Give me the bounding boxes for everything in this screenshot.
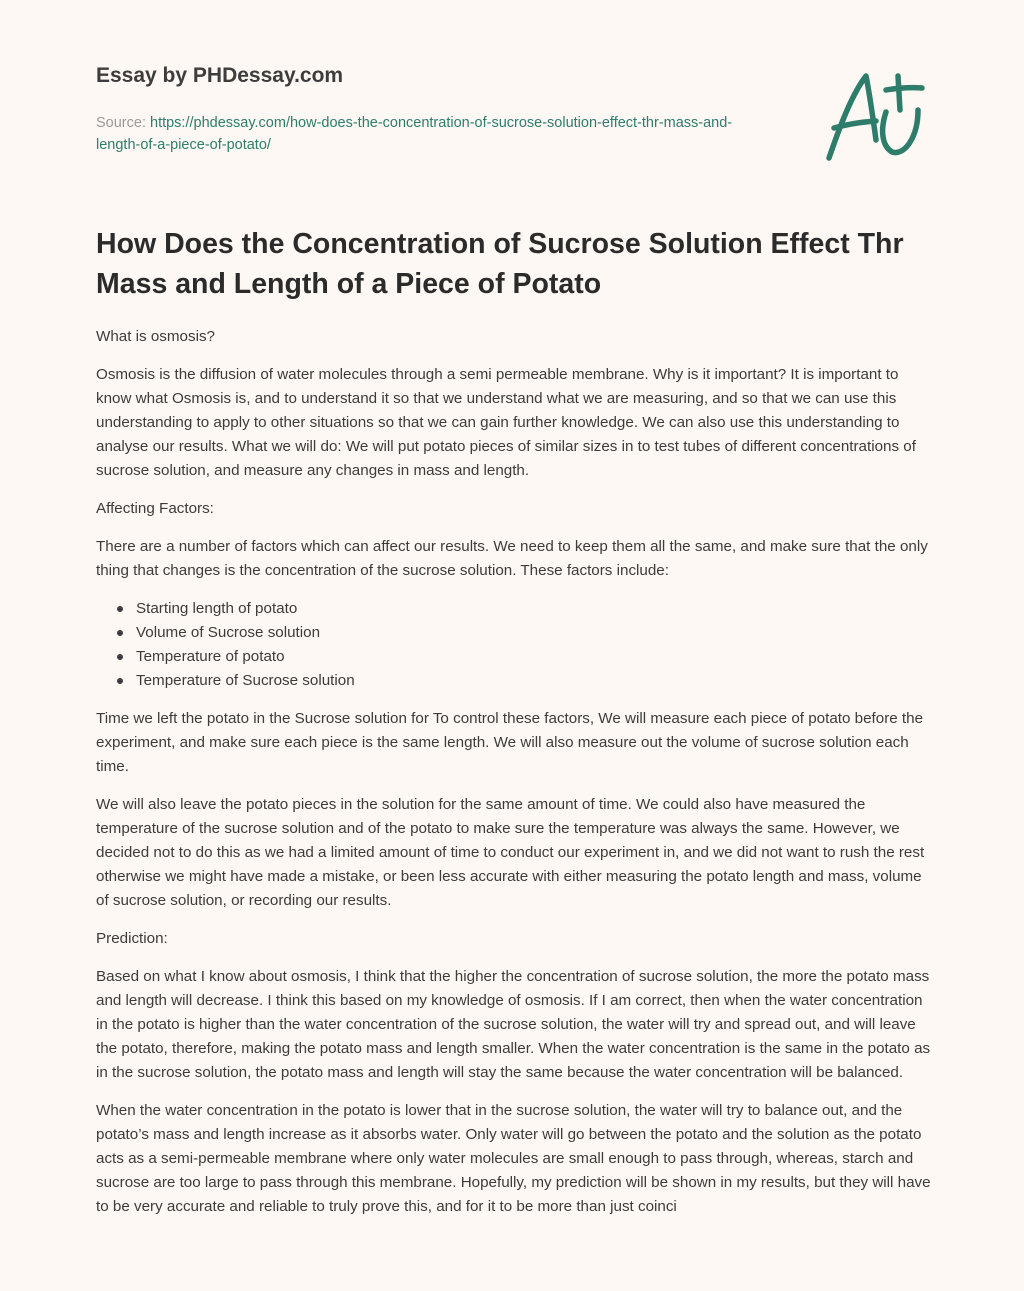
paragraph: We will also leave the potato pieces in the solution for the same amount of time. We could also have measured the temperature of the sucrose solution and of the potato to make sure the temperature was always the same. However, we decided not to do this as we had a limited amount of time to conduct our experiment in, and we did not want to rush the rest otherwise we might have made a mistake, or been less accurate with either measuring the potato length and mass, volume of sucrose solution, or recording our results.	[96, 796, 925, 909]
list-item: Volume of Sucrose solution	[136, 621, 932, 645]
header-brand: Essay by PHDessay.com	[96, 64, 344, 87]
a-plus-grade-icon	[820, 66, 930, 166]
paragraph: Based on what I know about osmosis, I think that the higher the concentration of sucrose solution, the more the potato mass and length will decrease. I think this based on my knowledge of osmosis. If I am correct, then when the water concentration in the potato is higher than the water concentration of the sucrose solution, the water will try and spread out, and will leave the potato, therefore, making the potato mass and length smaller. When the water concentration is the same in the potato as in the sucrose solution, the potato mass and length will stay the same because the water concentration will be balanced.	[96, 968, 931, 1081]
paragraph: When the water concentration in the potato is lower that in the sucrose solution, the water will try to balance out, and the potato’s mass and length increase as it absorbs water. Only water will go between the potato and the solution as the potato acts as a semi-permeable membrane where only water molecules are small enough to pass through, whereas, starch and sucrose are too large to pass through this membrane. Hopefully, my prediction will be shown in my results, but they will have to be very accurate and reliable to truly prove this, and for it to be more than just coinci	[96, 1102, 931, 1215]
source-link[interactable]: https://phdessay.com/how-does-the-concentration-of-sucrose-solution-effect-thr-mass-and-length-of-a-piece-of-potato/	[96, 115, 733, 153]
paragraph: Affecting Factors:	[96, 500, 214, 517]
essay-body	[96, 325, 932, 1233]
paragraph: Prediction:	[96, 930, 168, 947]
paragraph: There are a number of factors which can affect our results. We need to keep them all the same, and make sure that the only thing that changes is the concentration of the sucrose solution. These factors include:	[96, 538, 928, 579]
list-item: Starting length of potato	[136, 597, 932, 621]
paragraph: Osmosis is the diffusion of water molecules through a semi permeable membrane. Why is it important? It is important to know what Osmosis is, and to understand it so that we understand what we are measuring, and so that we can use this understanding to apply to other situations so that we can gain further knowledge. We can also use this understanding to analyse our results. What we will do: We will put potato pieces of similar sizes in to test tubes of different concentrations of sucrose solution, and measure any changes in mass and length.	[96, 366, 916, 479]
essay-title: How Does the Concentration of Sucrose Solution Effect Thr Mass and Length of a Piece of Potato	[96, 228, 904, 300]
list-item: Temperature of Sucrose solution	[136, 669, 932, 693]
paragraph: Time we left the potato in the Sucrose solution for To control these factors, We will measure each piece of potato before the experiment, and make sure each piece is the same length. We will also measure out the volume of sucrose solution each time.	[96, 710, 924, 775]
source-label: Source:	[96, 115, 150, 131]
list-item: Temperature of potato	[136, 645, 932, 669]
paragraph: What is osmosis?	[96, 328, 216, 345]
factors-list	[96, 597, 932, 693]
source-line	[96, 112, 756, 156]
